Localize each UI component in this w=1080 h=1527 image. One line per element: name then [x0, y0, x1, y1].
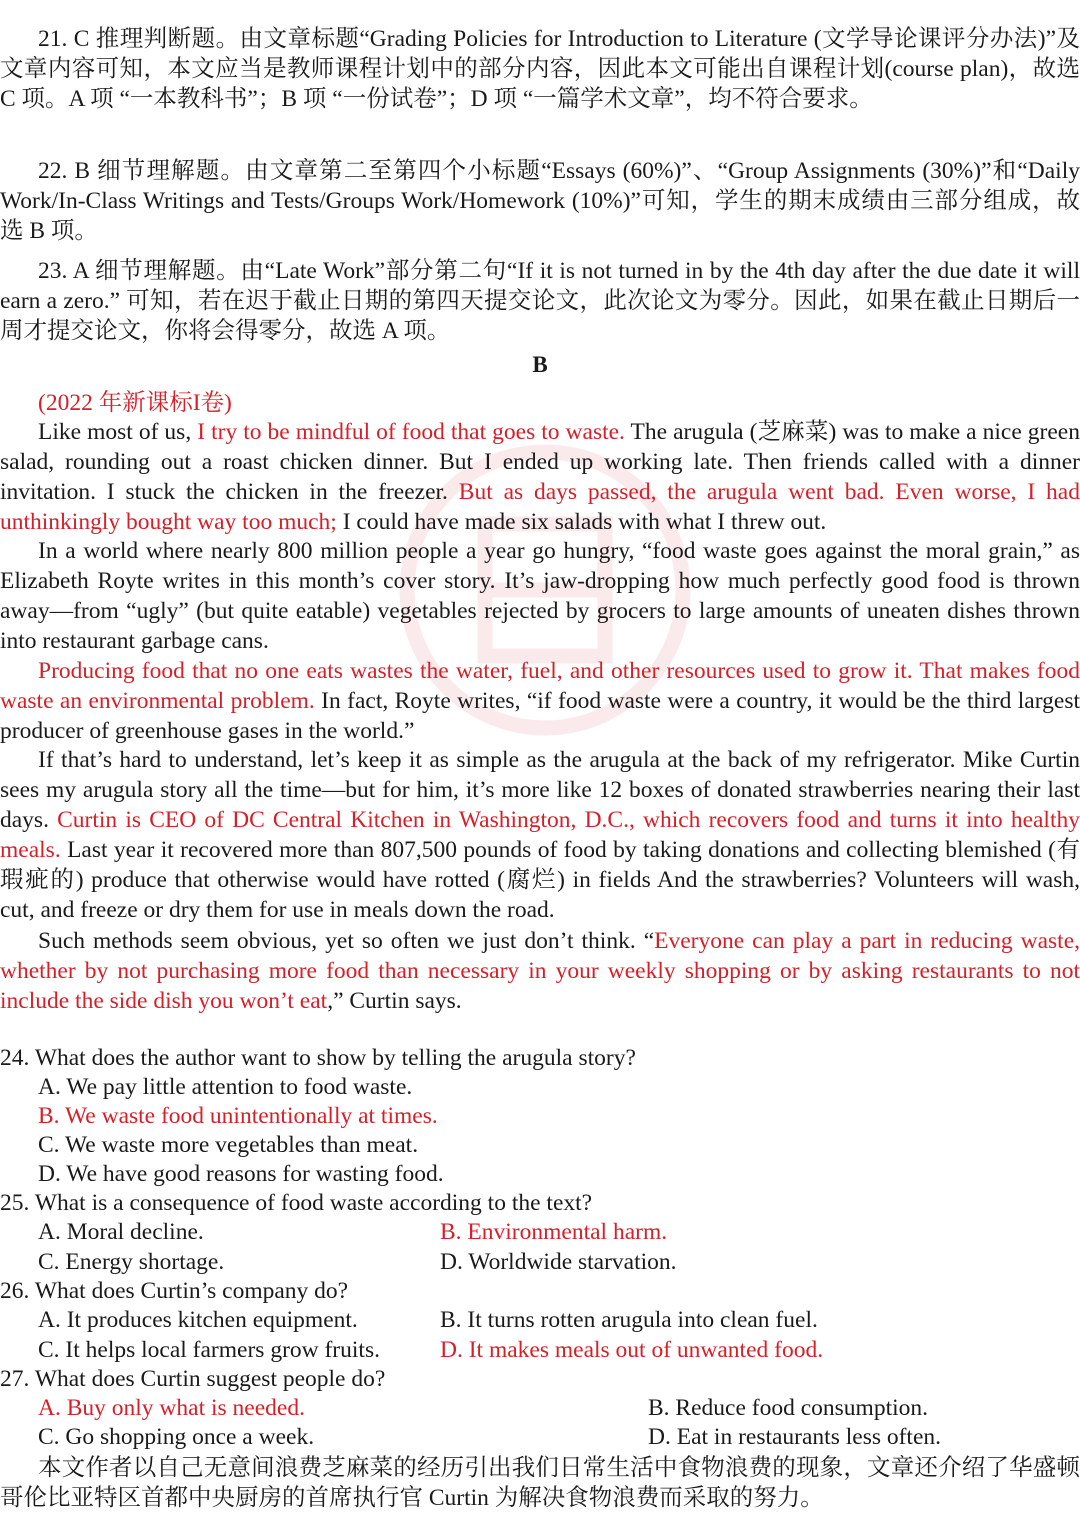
- question-26-option-correct: D. It makes meals out of unwanted food.: [440, 1337, 824, 1363]
- passage-text: In fact, Royte writes, “if food waste were a country, it would be the third largest producer of greenhouse gases in the world.”: [0, 688, 1080, 744]
- passage-summary: 本文作者以自己无意间浪费芝麻菜的经历引出我们日常生活中食物浪费的现象，文章还介绍了华盛顿哥伦比亚特区首都中央厨房的首席执行官 Curtin 为解决食物浪费而采取的努力。: [0, 1455, 1080, 1511]
- passage-paragraph-5: [0, 926, 1080, 1016]
- question-25-option: D. Worldwide starvation.: [440, 1249, 677, 1275]
- source-tag: (2022 年新课标I卷): [38, 390, 232, 416]
- passage-paragraph-4: [0, 745, 1080, 925]
- passage-text: The arugula (芝麻菜) was to make a nice green salad, rounding out a roast chicken dinner. But I ended up working late. Then friends called with a dinner invitation. I stuck the chicken in the freezer.: [0, 419, 1080, 505]
- question-25-stem: 25. What is a consequence of food waste according to the text?: [0, 1190, 593, 1216]
- question-25-option-correct: B. Environmental harm.: [440, 1219, 668, 1245]
- explanation-22: 22. B 细节理解题。由文章第二至第四个小标题“Essays (60%)”、“Group Assignments (30%)”和“Daily Work/In-Class Writings and Tests/Groups Work/Homework (10%)”可知，学生的期末成绩由三部分组成，故选 B 项。: [0, 158, 1080, 244]
- highlighted-text: Producing food that no one eats wastes the water, fuel, and other resources used to grow it. That makes food waste an environmental problem.: [0, 658, 1080, 714]
- question-24-stem: 24. What does the author want to show by telling the arugula story?: [0, 1045, 636, 1071]
- question-25-option: C. Energy shortage.: [38, 1249, 225, 1275]
- question-24-option: C. We waste more vegetables than meat.: [38, 1132, 419, 1158]
- passage-paragraph-2: In a world where nearly 800 million people a year go hungry, “food waste goes against the moral grain,” as Elizabeth Royte writes in this month’s cover story. It’s jaw-dropping how much perfectly good food is thrown away—from “ugly” (but quite eatable) vegetables rejected by grocers to large amounts of uneaten dishes thrown into restaurant garbage cans.: [0, 538, 1080, 654]
- highlighted-text: But as days passed, the arugula went bad. Even worse, I had unthinkingly bought way too much;: [0, 479, 1080, 535]
- question-26-option: A. It produces kitchen equipment.: [38, 1307, 358, 1333]
- explanation-21: 21. C 推理判断题。由文章标题“Grading Policies for Introduction to Literature (文学导论课评分办法)”及文章内容可知，本文应当是教师课程计划中的部分内容，因此本文可能出自课程计划(course plan)，故选 C 项。A 项 “一本教科书”；B 项 “一份试卷”；D 项 “一篇学术文章”，均不符合要求。: [0, 26, 1080, 112]
- question-27-stem: 27. What does Curtin suggest people do?: [0, 1366, 386, 1392]
- highlighted-text: Curtin is CEO of DC Central Kitchen in Washington, D.C., which recovers food and turns it into healthy meals.: [0, 807, 1080, 863]
- highlighted-text: Everyone can play a part in reducing waste, whether by not purchasing more food than necessary in your weekly shopping or by asking restaurants to not include the side dish you won’t eat: [0, 928, 1080, 1014]
- passage-text: Such methods seem obvious, yet so often we just don’t think. “: [38, 928, 655, 954]
- passage-text: Like most of us,: [38, 419, 198, 445]
- explanation-23: 23. A 细节理解题。由“Late Work”部分第二句“If it is not turned in by the 4th day after the due date it will earn a zero.” 可知，若在迟于截止日期的第四天提交论文，此次论文为零分。因此，如果在截止日期后一周才提交论文，你将会得零分，故选 A 项。: [0, 258, 1080, 344]
- passage-text: Last year it recovered more than 807,500 pounds of food by taking donations and collecting blemished (有瑕疵的) produce that otherwise would have rotted (腐烂) in fields And the strawberries? Volunteers will wash, cut, and freeze or dry them for use in meals down the road.: [0, 837, 1080, 923]
- passage-text: If that’s hard to understand, let’s keep it as simple as the arugula at the back of my refrigerator. Mike Curtin sees my arugula story all the time—but for him, it’s more like 12 boxes of donated strawberries nearing their last days.: [0, 747, 1080, 833]
- question-26-option: B. It turns rotten arugula into clean fuel.: [440, 1307, 818, 1333]
- question-27-option: B. Reduce food consumption.: [648, 1395, 929, 1421]
- question-26-option: C. It helps local farmers grow fruits.: [38, 1337, 380, 1363]
- question-24-option: D. We have good reasons for wasting food.: [38, 1161, 444, 1187]
- question-27-option-correct: A. Buy only what is needed.: [38, 1395, 305, 1421]
- passage-text: I could have made six salads with what I threw out.: [336, 509, 827, 535]
- passage-paragraph-3: [0, 656, 1080, 746]
- question-27-option: C. Go shopping once a week.: [38, 1424, 315, 1450]
- question-26-stem: 26. What does Curtin’s company do?: [0, 1278, 349, 1304]
- highlighted-text: I try to be mindful of food that goes to waste.: [197, 419, 625, 445]
- section-letter: B: [532, 352, 548, 377]
- question-27-option: D. Eat in restaurants less often.: [648, 1424, 942, 1450]
- question-25-option: A. Moral decline.: [38, 1219, 204, 1245]
- question-24-option-correct: B. We waste food unintentionally at times.: [38, 1103, 438, 1129]
- passage-paragraph-1: [0, 417, 1080, 537]
- passage-text: ,” Curtin says.: [327, 988, 462, 1014]
- question-24-option: A. We pay little attention to food waste.: [38, 1074, 413, 1100]
